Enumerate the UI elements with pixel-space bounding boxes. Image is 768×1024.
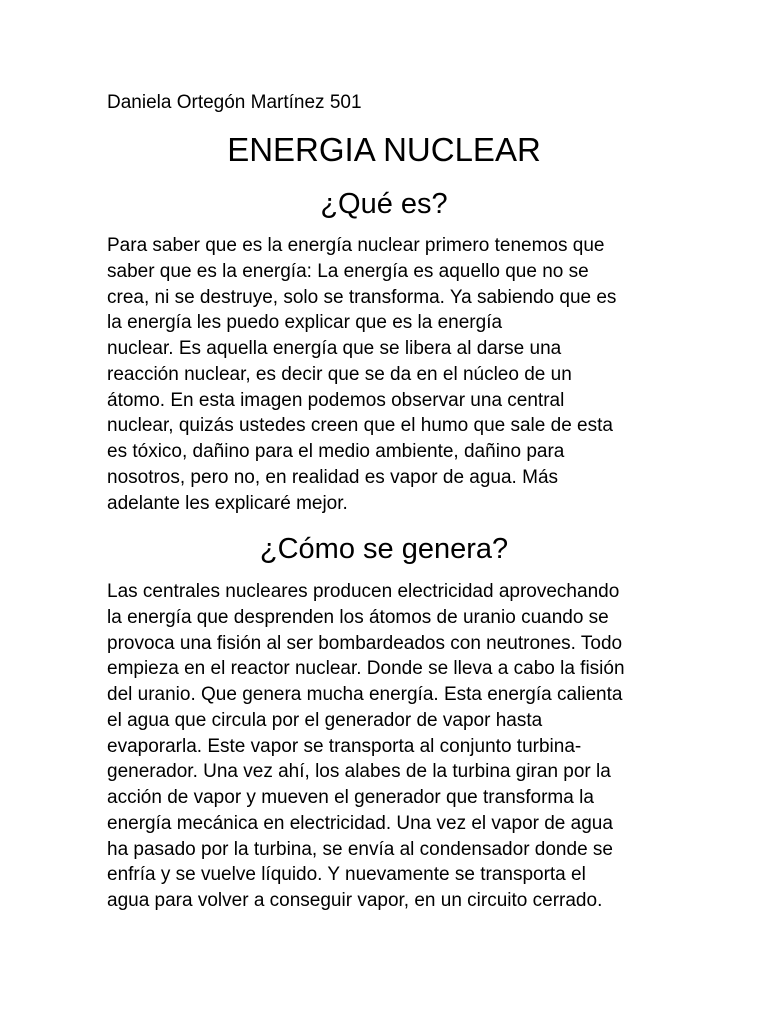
author-line: Daniela Ortegón Martínez 501 xyxy=(107,92,362,113)
paragraph-line: nuclear, quizás ustedes creen que el humo que sale de esta xyxy=(107,415,613,437)
paragraph-line: agua para volver a conseguir vapor, en un circuito cerrado. xyxy=(107,890,603,911)
paragraph-line: acción de vapor y mueven el generador que transforma la xyxy=(107,787,594,808)
paragraph-line: Para saber que es la energía nuclear primero tenemos que xyxy=(107,235,605,256)
paragraph-line: nuclear. Es aquella energía que se libera al darse una xyxy=(107,338,562,359)
paragraph-line: nosotros, pero no, en realidad es vapor de agua. Más xyxy=(107,466,559,488)
paragraph-line: reacción nuclear, es decir que se da en el núcleo de un xyxy=(107,363,572,385)
section-heading-como-se-genera: ¿Cómo se genera? xyxy=(259,533,509,565)
paragraph-line: crea, ni se destruye, solo se transforma. Ya sabiendo que es xyxy=(107,286,617,308)
paragraph-line: evaporarla. Este vapor se transporta al conjunto turbina- xyxy=(107,735,582,757)
paragraph-line: enfría y se vuelve líquido. Y nuevamente se transporta el xyxy=(107,864,586,886)
paragraph-line: empieza en el reactor nuclear. Donde se lleva a cabo la fisión xyxy=(107,658,625,680)
paragraph-line: generador. Una vez ahí, los alabes de la turbina giran por la xyxy=(107,761,611,783)
document-title: ENERGIA NUCLEAR xyxy=(227,131,541,168)
paragraph-line: ha pasado por la turbina, se envía al condensador donde se xyxy=(107,838,613,860)
paragraph-line: el agua que circula por el generador de vapor hasta xyxy=(107,709,543,731)
paragraph-line: Las centrales nucleares producen electricidad aprovechando xyxy=(107,581,620,602)
paragraph-line: átomo. En esta imagen podemos observar una central xyxy=(107,389,565,411)
paragraph-line: saber que es la energía: La energía es aquello que no se xyxy=(107,260,589,282)
paragraph-line: adelante les explicaré mejor. xyxy=(107,492,348,514)
paragraph-line: la energía les puedo explicar que es la energía xyxy=(107,312,503,334)
paragraph-line: provoca una fisión al ser bombardeados con neutrones. Todo xyxy=(107,632,623,654)
paragraph-line: energía mecánica en electricidad. Una vez el vapor de agua xyxy=(107,812,613,834)
paragraph-line: la energía que desprenden los átomos de uranio cuando se xyxy=(107,606,609,628)
section-heading-que-es: ¿Qué es? xyxy=(320,188,448,220)
paragraph-line: del uranio. Que genera mucha energía. Esta energía calienta xyxy=(107,684,623,705)
section-paragraph-como-se-genera xyxy=(107,579,667,914)
paragraph-line: es tóxico, dañino para el medio ambiente, dañino para xyxy=(107,441,565,462)
section-paragraph-que-es xyxy=(107,233,667,516)
